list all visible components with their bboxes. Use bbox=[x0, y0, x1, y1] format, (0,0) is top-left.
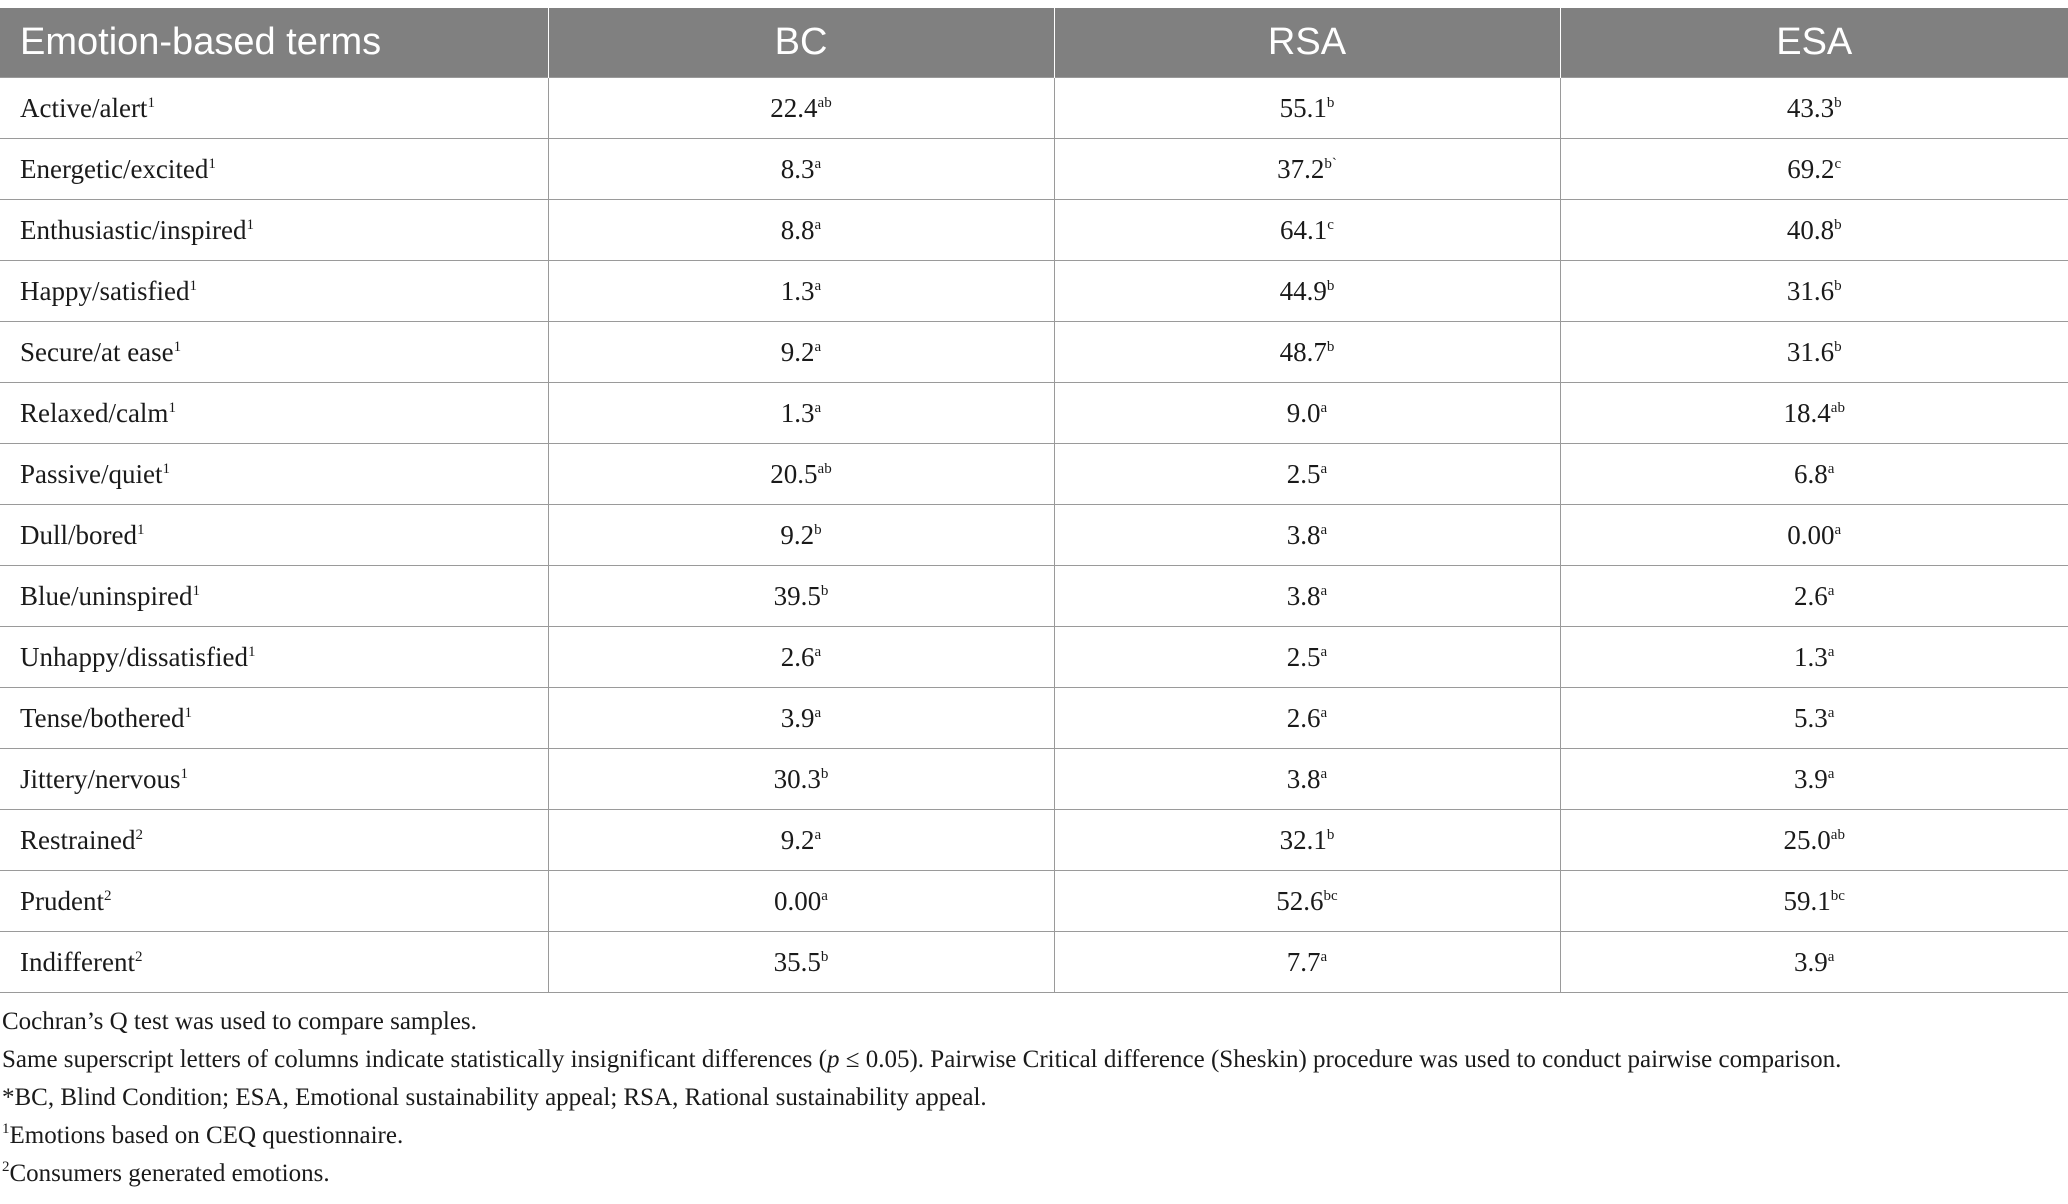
rsa-significance-letters: a bbox=[1320, 765, 1328, 782]
note-consumer bbox=[2, 1155, 2068, 1193]
rsa-significance-letters: a bbox=[1320, 704, 1328, 721]
emotion-term-footnote: 1 bbox=[208, 155, 216, 172]
esa-significance-letters: a bbox=[1827, 460, 1835, 477]
esa-value: 69.2 bbox=[1787, 153, 1835, 184]
note-cochran: Cochran’s Q test was used to compare samples. bbox=[2, 1008, 477, 1035]
emotion-term: Enthusiastic/inspired bbox=[20, 214, 247, 245]
bc-value: 9.2 bbox=[780, 519, 815, 550]
bc-value: 1.3 bbox=[780, 397, 815, 428]
emotion-term-footnote: 1 bbox=[189, 277, 197, 294]
esa-significance-letters: a bbox=[1834, 521, 1842, 538]
bc-value-cell bbox=[548, 566, 1054, 627]
rsa-significance-letters: b bbox=[1326, 277, 1335, 294]
bc-significance-letters: a bbox=[821, 887, 828, 904]
emotion-term-footnote: 2 bbox=[135, 826, 143, 843]
bc-value: 30.3 bbox=[773, 763, 821, 794]
rsa-significance-letters: b bbox=[1326, 826, 1335, 843]
esa-value: 5.3 bbox=[1794, 702, 1828, 733]
rsa-significance-letters: a bbox=[1320, 460, 1328, 477]
rsa-significance-letters: a bbox=[1320, 582, 1328, 599]
rsa-value-cell bbox=[1054, 200, 1560, 261]
rsa-significance-letters: b bbox=[1326, 338, 1335, 355]
esa-value-cell bbox=[1560, 261, 2068, 322]
esa-value-cell bbox=[1560, 627, 2068, 688]
esa-significance-letters: a bbox=[1827, 643, 1835, 660]
emotion-term-cell bbox=[0, 566, 548, 627]
table-row bbox=[0, 78, 2068, 139]
esa-value-cell bbox=[1560, 383, 2068, 444]
esa-value: 31.6 bbox=[1786, 336, 1835, 367]
rsa-value: 2.6 bbox=[1286, 702, 1321, 733]
emotion-term-cell bbox=[0, 383, 548, 444]
esa-value: 3.9 bbox=[1794, 946, 1828, 977]
emotion-term: Active/alert bbox=[20, 92, 148, 123]
esa-value-cell bbox=[1560, 749, 2068, 810]
note-ceq bbox=[2, 1117, 2068, 1155]
esa-value-cell bbox=[1560, 505, 2068, 566]
bc-significance-letters: a bbox=[814, 399, 822, 416]
emotion-term-footnote: 2 bbox=[104, 887, 112, 904]
bc-value: 35.5 bbox=[773, 946, 821, 977]
emotion-term: Indifferent bbox=[20, 946, 135, 977]
bc-value-cell bbox=[548, 139, 1054, 200]
table-footnotes bbox=[0, 1003, 2068, 1193]
bc-value-cell bbox=[548, 871, 1054, 932]
emotion-term-cell bbox=[0, 505, 548, 566]
esa-significance-letters: a bbox=[1827, 948, 1835, 965]
rsa-value-cell bbox=[1054, 627, 1560, 688]
emotion-term-cell bbox=[0, 627, 548, 688]
esa-value: 31.6 bbox=[1786, 275, 1835, 306]
bc-value-cell bbox=[548, 261, 1054, 322]
esa-value-cell bbox=[1560, 810, 2068, 871]
table-row bbox=[0, 627, 2068, 688]
emotion-term: Passive/quiet bbox=[20, 458, 163, 489]
rsa-significance-letters: a bbox=[1320, 521, 1328, 538]
rsa-value-cell bbox=[1054, 749, 1560, 810]
note-superscript-b: ≤ 0.05). Pairwise Critical difference (Sheskin) procedure was used to conduct pairwise comparison. bbox=[839, 1046, 1842, 1073]
esa-value-cell bbox=[1560, 932, 2068, 993]
esa-significance-letters: ab bbox=[1830, 826, 1845, 843]
bc-significance-letters: b bbox=[814, 521, 822, 538]
emotion-term-footnote: 1 bbox=[173, 338, 182, 355]
note-abbreviations: *BC, Blind Condition; ESA, Emotional sustainability appeal; RSA, Rational sustainability appeal. bbox=[2, 1084, 987, 1111]
rsa-value-cell bbox=[1054, 139, 1560, 200]
note-consumer-text: Consumers generated emotions. bbox=[9, 1160, 330, 1187]
rsa-value: 64.1 bbox=[1280, 214, 1328, 245]
rsa-value: 3.8 bbox=[1286, 580, 1321, 611]
rsa-value-cell bbox=[1054, 932, 1560, 993]
rsa-value-cell bbox=[1054, 78, 1560, 139]
emotion-term-footnote: 1 bbox=[180, 765, 188, 782]
emotion-term-cell bbox=[0, 871, 548, 932]
table-row bbox=[0, 200, 2068, 261]
bc-significance-letters: a bbox=[814, 338, 822, 355]
emotion-term-footnote: 1 bbox=[192, 582, 200, 599]
rsa-value: 52.6 bbox=[1276, 885, 1324, 916]
esa-value: 0.00 bbox=[1787, 519, 1835, 550]
rsa-significance-letters: a bbox=[1320, 399, 1328, 416]
esa-significance-letters: b bbox=[1834, 94, 1842, 111]
esa-value-cell bbox=[1560, 78, 2068, 139]
esa-value-cell bbox=[1560, 871, 2068, 932]
table-row bbox=[0, 566, 2068, 627]
esa-value: 2.6 bbox=[1794, 580, 1828, 611]
header-rsa: RSA bbox=[1054, 8, 1560, 78]
esa-value: 3.9 bbox=[1794, 763, 1828, 794]
esa-significance-letters: b bbox=[1834, 216, 1842, 233]
esa-value: 59.1 bbox=[1783, 885, 1831, 916]
esa-value: 1.3 bbox=[1794, 641, 1828, 672]
rsa-value: 7.7 bbox=[1286, 946, 1321, 977]
bc-value: 9.2 bbox=[780, 336, 815, 367]
esa-value: 6.8 bbox=[1794, 458, 1828, 489]
bc-significance-letters: b bbox=[820, 948, 829, 965]
esa-significance-letters: bc bbox=[1830, 887, 1845, 904]
header-esa: ESA bbox=[1560, 8, 2068, 78]
esa-value-cell bbox=[1560, 444, 2068, 505]
rsa-value-cell bbox=[1054, 688, 1560, 749]
rsa-value: 2.5 bbox=[1286, 641, 1321, 672]
bc-significance-letters: ab bbox=[817, 94, 832, 111]
bc-significance-letters: b bbox=[820, 582, 829, 599]
bc-value-cell bbox=[548, 200, 1054, 261]
bc-significance-letters: a bbox=[814, 826, 822, 843]
rsa-significance-letters: c bbox=[1327, 216, 1334, 233]
bc-significance-letters: b bbox=[820, 765, 829, 782]
rsa-value-cell bbox=[1054, 322, 1560, 383]
emotion-term-cell bbox=[0, 932, 548, 993]
bc-value-cell bbox=[548, 78, 1054, 139]
esa-value: 18.4 bbox=[1783, 397, 1831, 428]
emotion-term-cell bbox=[0, 200, 548, 261]
esa-value-cell bbox=[1560, 139, 2068, 200]
emotion-term-footnote: 1 bbox=[246, 216, 254, 233]
note-consumer-sup: 2 bbox=[2, 1159, 10, 1175]
esa-value-cell bbox=[1560, 322, 2068, 383]
header-emotion-terms: Emotion-based terms bbox=[0, 8, 548, 78]
emotion-term: Relaxed/calm bbox=[20, 397, 169, 428]
bc-value: 1.3 bbox=[780, 275, 815, 306]
emotion-term: Prudent bbox=[20, 885, 104, 916]
emotion-terms-table bbox=[0, 8, 2068, 993]
rsa-significance-letters: bc bbox=[1323, 887, 1338, 904]
bc-value-cell bbox=[548, 688, 1054, 749]
bc-value: 9.2 bbox=[780, 824, 815, 855]
emotion-term-footnote: 1 bbox=[147, 94, 155, 111]
bc-value-cell bbox=[548, 322, 1054, 383]
bc-value: 22.4 bbox=[770, 92, 818, 123]
rsa-value: 3.8 bbox=[1286, 519, 1321, 550]
table-row bbox=[0, 871, 2068, 932]
bc-value: 20.5 bbox=[770, 458, 818, 489]
emotion-term-footnote: 1 bbox=[184, 704, 193, 721]
bc-value-cell bbox=[548, 444, 1054, 505]
emotion-term: Unhappy/dissatisfied bbox=[20, 641, 248, 672]
emotion-term-footnote: 1 bbox=[247, 643, 256, 660]
bc-value: 0.00 bbox=[774, 885, 822, 916]
document bbox=[0, 8, 2068, 1193]
table-row bbox=[0, 139, 2068, 200]
rsa-value: 44.9 bbox=[1279, 275, 1327, 306]
emotion-term-cell bbox=[0, 322, 548, 383]
bc-value-cell bbox=[548, 932, 1054, 993]
rsa-value-cell bbox=[1054, 871, 1560, 932]
bc-significance-letters: a bbox=[814, 216, 822, 233]
emotion-term: Energetic/excited bbox=[20, 153, 209, 184]
rsa-significance-letters: a bbox=[1320, 948, 1328, 965]
esa-value: 25.0 bbox=[1783, 824, 1831, 855]
note-ceq-text: Emotions based on CEQ questionnaire. bbox=[9, 1122, 404, 1149]
esa-value: 43.3 bbox=[1786, 92, 1835, 123]
rsa-value-cell bbox=[1054, 505, 1560, 566]
rsa-value: 55.1 bbox=[1279, 92, 1327, 123]
emotion-term: Dull/bored bbox=[20, 519, 137, 550]
esa-significance-letters: b bbox=[1834, 338, 1842, 355]
esa-value-cell bbox=[1560, 688, 2068, 749]
bc-value-cell bbox=[548, 383, 1054, 444]
bc-significance-letters: a bbox=[814, 643, 822, 660]
emotion-term: Happy/satisfied bbox=[20, 275, 190, 306]
rsa-value: 9.0 bbox=[1286, 397, 1321, 428]
table-row bbox=[0, 505, 2068, 566]
emotion-term-cell bbox=[0, 688, 548, 749]
table-row bbox=[0, 322, 2068, 383]
note-p-symbol: p bbox=[827, 1046, 840, 1073]
esa-significance-letters: a bbox=[1827, 765, 1835, 782]
bc-significance-letters: a bbox=[814, 155, 822, 172]
emotion-term-cell bbox=[0, 810, 548, 871]
emotion-term-footnote: 1 bbox=[136, 521, 145, 538]
rsa-significance-letters: b` bbox=[1324, 155, 1337, 172]
emotion-term-cell bbox=[0, 139, 548, 200]
bc-value-cell bbox=[548, 505, 1054, 566]
esa-significance-letters: c bbox=[1834, 155, 1842, 172]
rsa-value: 32.1 bbox=[1279, 824, 1327, 855]
emotion-term-cell bbox=[0, 749, 548, 810]
esa-significance-letters: b bbox=[1834, 277, 1842, 294]
emotion-term-footnote: 2 bbox=[134, 948, 143, 965]
table-row bbox=[0, 749, 2068, 810]
esa-value-cell bbox=[1560, 566, 2068, 627]
esa-value-cell bbox=[1560, 200, 2068, 261]
bc-value: 39.5 bbox=[773, 580, 821, 611]
emotion-term-footnote: 1 bbox=[162, 460, 170, 477]
emotion-term: Blue/uninspired bbox=[20, 580, 193, 611]
table-row bbox=[0, 383, 2068, 444]
rsa-value-cell bbox=[1054, 383, 1560, 444]
rsa-value: 48.7 bbox=[1279, 336, 1327, 367]
bc-value: 2.6 bbox=[780, 641, 815, 672]
emotion-term-footnote: 1 bbox=[168, 399, 176, 416]
emotion-term: Tense/bothered bbox=[20, 702, 185, 733]
rsa-value: 37.2 bbox=[1277, 153, 1325, 184]
bc-significance-letters: ab bbox=[817, 460, 832, 477]
rsa-significance-letters: a bbox=[1320, 643, 1328, 660]
rsa-value-cell bbox=[1054, 810, 1560, 871]
note-superscript bbox=[2, 1041, 2068, 1079]
esa-value: 40.8 bbox=[1786, 214, 1835, 245]
bc-value-cell bbox=[548, 749, 1054, 810]
emotion-term: Jittery/nervous bbox=[20, 763, 181, 794]
note-ceq-sup: 1 bbox=[2, 1121, 10, 1137]
bc-value-cell bbox=[548, 627, 1054, 688]
emotion-term-cell bbox=[0, 78, 548, 139]
table-row bbox=[0, 932, 2068, 993]
emotion-term-cell bbox=[0, 444, 548, 505]
emotion-term: Secure/at ease bbox=[20, 336, 174, 367]
emotion-term-cell bbox=[0, 261, 548, 322]
bc-value-cell bbox=[548, 810, 1054, 871]
table-row bbox=[0, 261, 2068, 322]
rsa-significance-letters: b bbox=[1326, 94, 1335, 111]
table-row bbox=[0, 810, 2068, 871]
table-row bbox=[0, 688, 2068, 749]
rsa-value: 3.8 bbox=[1286, 763, 1321, 794]
table-header-row bbox=[0, 8, 2068, 78]
bc-value: 8.3 bbox=[780, 153, 815, 184]
note-superscript-a: Same superscript letters of columns indicate statistically insignificant differences ( bbox=[2, 1046, 827, 1073]
bc-value: 8.8 bbox=[780, 214, 815, 245]
esa-significance-letters: a bbox=[1827, 704, 1835, 721]
table-row bbox=[0, 444, 2068, 505]
rsa-value-cell bbox=[1054, 444, 1560, 505]
table-body bbox=[0, 78, 2068, 993]
header-bc: BC bbox=[548, 8, 1054, 78]
rsa-value-cell bbox=[1054, 261, 1560, 322]
bc-significance-letters: a bbox=[814, 277, 822, 294]
emotion-term: Restrained bbox=[20, 824, 136, 855]
bc-value: 3.9 bbox=[780, 702, 815, 733]
esa-significance-letters: a bbox=[1827, 582, 1835, 599]
rsa-value: 2.5 bbox=[1286, 458, 1321, 489]
bc-significance-letters: a bbox=[814, 704, 822, 721]
rsa-value-cell bbox=[1054, 566, 1560, 627]
esa-significance-letters: ab bbox=[1830, 399, 1845, 416]
